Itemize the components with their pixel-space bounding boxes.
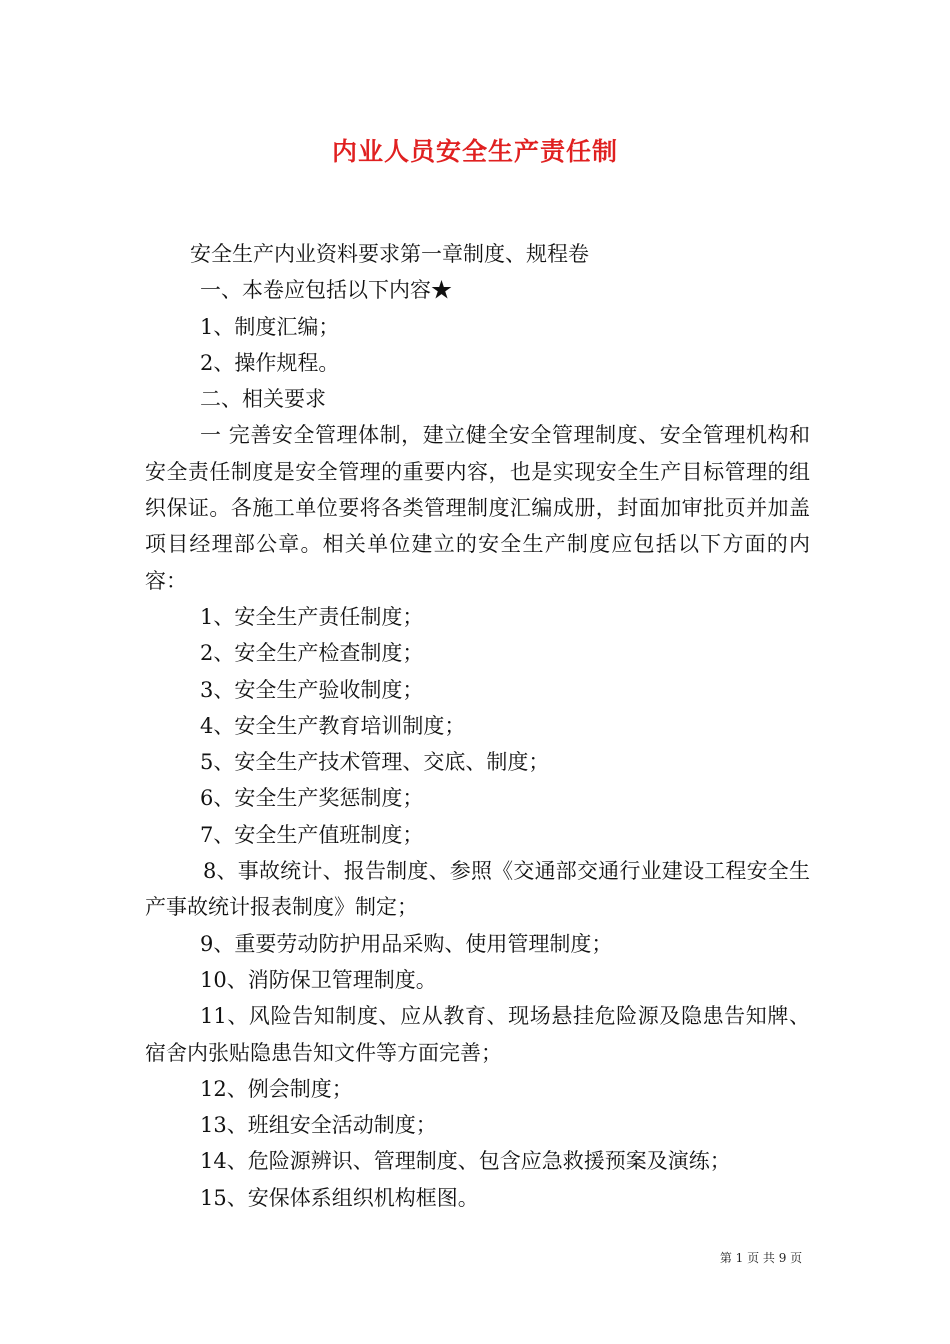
page-number: 第 1 页 共 9 页	[719, 1251, 803, 1265]
list-item: 3、安全生产验收制度；	[200, 677, 424, 702]
list-item: 10、消防保卫管理制度。	[200, 967, 437, 992]
list-item: 8、事故统计、报告制度、参照《交通部交通行业建设工程安全生产事故统计报表制度》制定；	[145, 859, 810, 920]
body-line: 1、制度汇编；	[200, 314, 340, 339]
list-item: 12、例会制度；	[200, 1076, 353, 1101]
list-item: 7、安全生产值班制度；	[200, 822, 424, 847]
body-line: 2、操作规程。	[200, 350, 340, 375]
list-item: 14、危险源辨识、管理制度、包含应急救援预案及演练；	[200, 1149, 731, 1174]
list-item: 15、安保体系组织机构框图。	[200, 1185, 479, 1210]
document-title: 内业人员安全生产责任制	[331, 137, 618, 166]
list-item: 5、安全生产技术管理、交底、制度；	[200, 750, 550, 775]
list-item: 2、安全生产检查制度；	[200, 641, 424, 666]
document-body	[145, 236, 810, 1216]
body-line: 安全生产内业资料要求第一章制度、规程卷	[190, 242, 589, 266]
list-item: 1、安全生产责任制度；	[200, 604, 424, 629]
list-item: 13、班组安全活动制度；	[200, 1113, 437, 1138]
list-item: 6、安全生产奖惩制度；	[200, 786, 424, 811]
body-line: 一、本卷应包括以下内容★	[200, 278, 452, 303]
list-item: 9、重要劳动防护用品采购、使用管理制度；	[200, 931, 613, 956]
list-item: 4、安全生产教育培训制度；	[200, 713, 466, 738]
body-paragraph: 一 完善安全管理体制，建立健全安全管理制度、安全管理机构和安全责任制度是安全管理的重要内容，也是实现安全生产目标管理的组织保证。各施工单位要将各类管理制度汇编成册，封面加审批页并加盖项目经理部公章。相关单位建立的安全生产制度应包括以下方面的内容：	[145, 423, 810, 593]
body-line: 二、相关要求	[200, 387, 326, 412]
page-footer	[0, 1249, 950, 1266]
list-item: 11、风险告知制度、应从教育、现场悬挂危险源及隐患告知牌、宿舍内张贴隐患告知文件等方面完善；	[145, 1004, 810, 1065]
